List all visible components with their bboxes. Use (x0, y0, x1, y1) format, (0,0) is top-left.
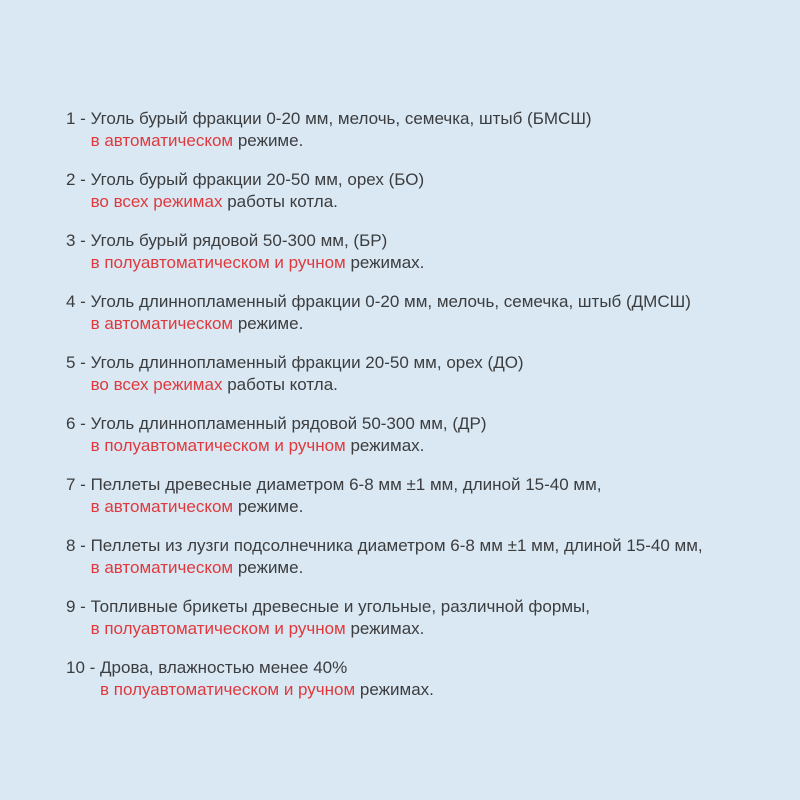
fuel-description: Уголь бурый фракции 20-50 мм, орех (БО) (90, 170, 425, 189)
mode-line (91, 252, 425, 274)
mode-rest: режиме. (233, 497, 304, 516)
list-item (66, 596, 800, 640)
item-content (91, 352, 524, 396)
item-content (91, 169, 425, 213)
fuel-description: Топливные брикеты древесные и угольные, различной формы, (90, 597, 590, 616)
mode-rest: работы котла. (222, 375, 338, 394)
fuel-description: Уголь длиннопламенный фракции 0-20 мм, мелочь, семечка, штыб (ДМСШ) (90, 292, 691, 311)
mode-highlight: во всех режимах (90, 192, 223, 211)
mode-line (91, 191, 425, 213)
mode-rest: режиме. (233, 131, 304, 150)
mode-highlight: в полуавтоматическом и ручном (100, 680, 356, 699)
list-item (66, 413, 800, 457)
mode-rest: режимах. (355, 680, 434, 699)
item-content (91, 291, 691, 335)
mode-rest: режимах. (345, 253, 425, 272)
item-number: 2 - (66, 170, 91, 189)
mode-rest: работы котла. (222, 192, 338, 211)
fuel-description: Уголь бурый фракции 0-20 мм, мелочь, семечка, штыб (БМСШ) (90, 109, 592, 128)
fuel-description: Уголь бурый рядовой 50-300 мм, (БР) (90, 231, 388, 250)
fuel-description: Пеллеты из лузги подсолнечника диаметром 6-8 мм ±1 мм, длиной 15-40 мм, (90, 536, 703, 555)
fuel-description: Пеллеты древесные диаметром 6-8 мм ±1 мм, длиной 15-40 мм, (90, 475, 602, 494)
mode-highlight: в автоматическом (90, 558, 234, 577)
fuel-description: Дрова, влажностью менее 40% (100, 658, 348, 677)
mode-highlight: в полуавтоматическом и ручном (90, 253, 346, 272)
list-item (66, 169, 800, 213)
item-content (91, 535, 703, 579)
fuel-description: Уголь длиннопламенный рядовой 50-300 мм, (ДР) (90, 414, 487, 433)
fuel-description: Уголь длиннопламенный фракции 20-50 мм, орех (ДО) (90, 353, 524, 372)
item-number: 7 - (66, 475, 91, 494)
mode-line (91, 130, 592, 152)
mode-highlight: в полуавтоматическом и ручном (90, 619, 346, 638)
list-item (66, 291, 800, 335)
list-item (66, 352, 800, 396)
mode-rest: режимах. (345, 436, 425, 455)
item-number: 3 - (66, 231, 91, 250)
mode-line (91, 496, 602, 518)
mode-highlight: в автоматическом (90, 131, 234, 150)
item-content (91, 413, 487, 457)
item-content (91, 474, 602, 518)
item-number: 10 - (66, 658, 101, 677)
item-number: 9 - (66, 597, 91, 616)
item-number: 4 - (66, 292, 91, 311)
mode-line (91, 557, 703, 579)
list-item (66, 230, 800, 274)
item-number: 6 - (66, 414, 91, 433)
mode-line (91, 374, 524, 396)
item-number: 5 - (66, 353, 91, 372)
mode-rest: режиме. (233, 314, 304, 333)
mode-highlight: в автоматическом (90, 497, 234, 516)
list-item (66, 657, 800, 701)
item-content (91, 108, 592, 152)
list-item (66, 474, 800, 518)
mode-rest: режимах. (345, 619, 425, 638)
item-number: 1 - (66, 109, 91, 128)
mode-highlight: в автоматическом (90, 314, 234, 333)
item-content (91, 596, 590, 640)
mode-line (91, 313, 691, 335)
mode-rest: режиме. (233, 558, 304, 577)
mode-line (91, 435, 487, 457)
item-content (100, 657, 434, 701)
mode-line (100, 679, 434, 701)
mode-highlight: во всех режимах (90, 375, 223, 394)
mode-highlight: в полуавтоматическом и ручном (90, 436, 346, 455)
item-content (91, 230, 425, 274)
list-item (66, 535, 800, 579)
mode-line (91, 618, 590, 640)
item-number: 8 - (66, 536, 91, 555)
list-item (66, 108, 800, 152)
